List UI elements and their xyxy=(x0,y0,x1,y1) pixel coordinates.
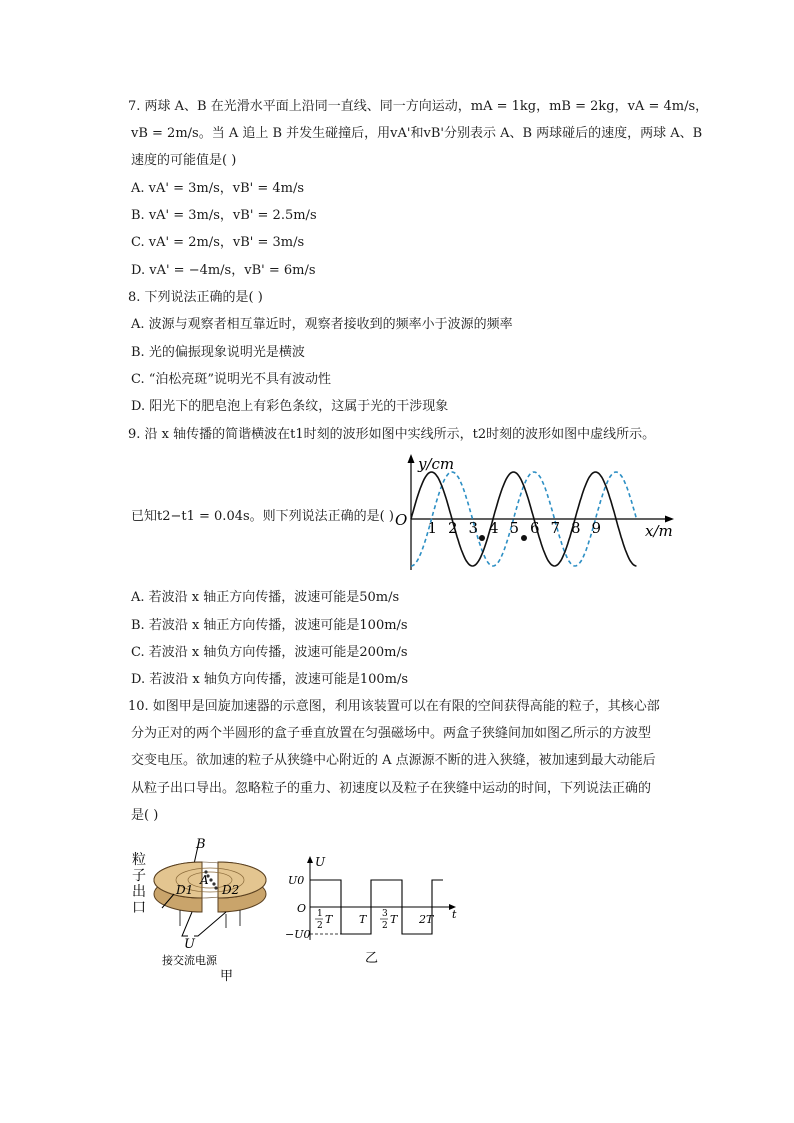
q8-stem: 8. 下列说法正确的是( ) xyxy=(128,290,263,305)
q9-option-d[interactable]: D. 若波沿 x 轴负方向传播，波速可能是100m/s xyxy=(131,672,409,687)
particle-exit-label-2: 子 xyxy=(132,868,146,884)
q7-option-b[interactable]: B. vA' = 3m/s，vB' = 2.5m/s xyxy=(131,208,317,223)
q10-line-1: 10. 如图甲是回旋加速器的示意图，利用该装置可以在有限的空间获得高能的粒子，其核心部 xyxy=(128,699,660,714)
x-tick-label: 9 xyxy=(591,519,602,537)
q8-option-d[interactable]: D. 阳光下的肥皂泡上有彩色条纹，这属于光的干涉现象 xyxy=(131,399,449,414)
t-axis-label: t xyxy=(452,908,457,921)
x-axis-label: x/m xyxy=(645,522,673,540)
cyclotron-figure xyxy=(128,832,288,982)
d1-label: D1 xyxy=(176,883,194,897)
t-label: T xyxy=(359,913,367,926)
fig-jia-caption: 甲 xyxy=(220,969,234,982)
u-label: U xyxy=(184,937,195,952)
x-tick-label: 3 xyxy=(468,519,479,537)
q7-option-a[interactable]: A. vA' = 3m/s，vB' = 4m/s xyxy=(131,181,305,196)
b-label: B xyxy=(196,837,206,852)
neg-u0-label: −U0 xyxy=(285,928,311,941)
u-axis-label: U xyxy=(315,855,326,869)
u-axis-arrow-icon xyxy=(307,856,313,863)
a-label: A xyxy=(200,873,209,887)
wave-point-1 xyxy=(479,535,485,541)
d2-label: D2 xyxy=(222,883,240,897)
square-wave-figure xyxy=(285,852,465,972)
origin-label: O xyxy=(395,511,408,529)
q8-option-a[interactable]: A. 波源与观察者相互靠近时，观察者接收到的频率小于波源的频率 xyxy=(131,317,513,332)
half-numerator: 1 xyxy=(317,909,323,919)
q10-line-5: 是( ) xyxy=(131,808,159,823)
q9-given: 已知t2−t1 = 0.04s。则下列说法正确的是( ) xyxy=(131,509,394,524)
wave-point-2 xyxy=(521,535,527,541)
q9-option-a[interactable]: A. 若波沿 x 轴正方向传播，波速可能是50m/s xyxy=(131,590,400,605)
q8-option-b[interactable]: B. 光的偏振现象说明光是横波 xyxy=(131,345,305,360)
wave-figure xyxy=(392,452,682,577)
q10-line-4: 从粒子出口导出。忽略粒子的重力、初速度以及粒子在狭缝中运动的时间，下列说法正确的 xyxy=(131,781,652,796)
q7-line-3: 速度的可能值是( ) xyxy=(131,153,237,168)
particle-exit-label-4: 口 xyxy=(132,900,146,916)
particle-exit-label-1: 粒 xyxy=(132,852,146,868)
half-denominator: 2 xyxy=(317,921,323,931)
x-tick-label: 8 xyxy=(571,519,581,537)
threehalf-t-label: T xyxy=(390,913,398,926)
q7-option-c[interactable]: C. vA' = 2m/s，vB' = 3m/s xyxy=(131,235,305,250)
q7-line-1: 7. 两球 A、B 在光滑水平面上沿同一直线、同一方向运动，mA = 1kg，mB = 2kg，vA = 4m/s， xyxy=(128,99,709,114)
ac-source-label: 接交流电源 xyxy=(162,954,217,967)
q8-option-c[interactable]: C. “泊松亮斑”说明光不具有波动性 xyxy=(131,372,332,387)
q9-stem: 9. 沿 x 轴传播的简谐横波在t1时刻的波形如图中实线所示，t2时刻的波形如图中虚线所示。 xyxy=(128,427,656,442)
y-axis-label: y/cm xyxy=(418,455,455,473)
x-tick-label: 2 xyxy=(448,519,458,537)
x-tick-label: 7 xyxy=(550,519,561,537)
q9-option-c[interactable]: C. 若波沿 x 轴负方向传播，波速可能是200m/s xyxy=(131,645,408,660)
half-t-label: T xyxy=(325,913,333,926)
threehalf-denominator: 2 xyxy=(382,921,388,931)
q10-line-2: 分为正对的两个半圆形的盒子垂直放置在匀强磁场中。两盒子狭缝间加如图乙所示的方波型 xyxy=(131,726,652,741)
x-tick-label: 5 xyxy=(509,519,520,537)
q9-option-b[interactable]: B. 若波沿 x 轴正方向传播，波速可能是100m/s xyxy=(131,618,408,633)
y-axis-arrow-icon xyxy=(408,454,415,463)
x-tick-label: 6 xyxy=(530,519,540,537)
power-wires xyxy=(182,912,226,936)
particle-exit-label-3: 出 xyxy=(132,884,146,900)
origin-o-label: O xyxy=(297,902,307,915)
u0-label: U0 xyxy=(288,874,305,887)
q7-line-2: vB = 2m/s。当 A 追上 B 并发生碰撞后，用vA'和vB'分别表示 A、B 两球碰后的速度，两球 A、B xyxy=(131,126,703,141)
x-tick-label: 4 xyxy=(489,519,499,537)
threehalf-numerator: 3 xyxy=(382,909,388,919)
q10-line-3: 交变电压。欲加速的粒子从狭缝中心附近的 A 点源源不断的进入狭缝，被加速到最大动能后 xyxy=(131,753,656,768)
q7-option-d[interactable]: D. vA' = −4m/s，vB' = 6m/s xyxy=(131,263,316,278)
two-t-label: 2T xyxy=(419,913,434,926)
fig-yi-caption: 乙 xyxy=(365,951,379,966)
x-tick-label: 1 xyxy=(427,519,438,537)
